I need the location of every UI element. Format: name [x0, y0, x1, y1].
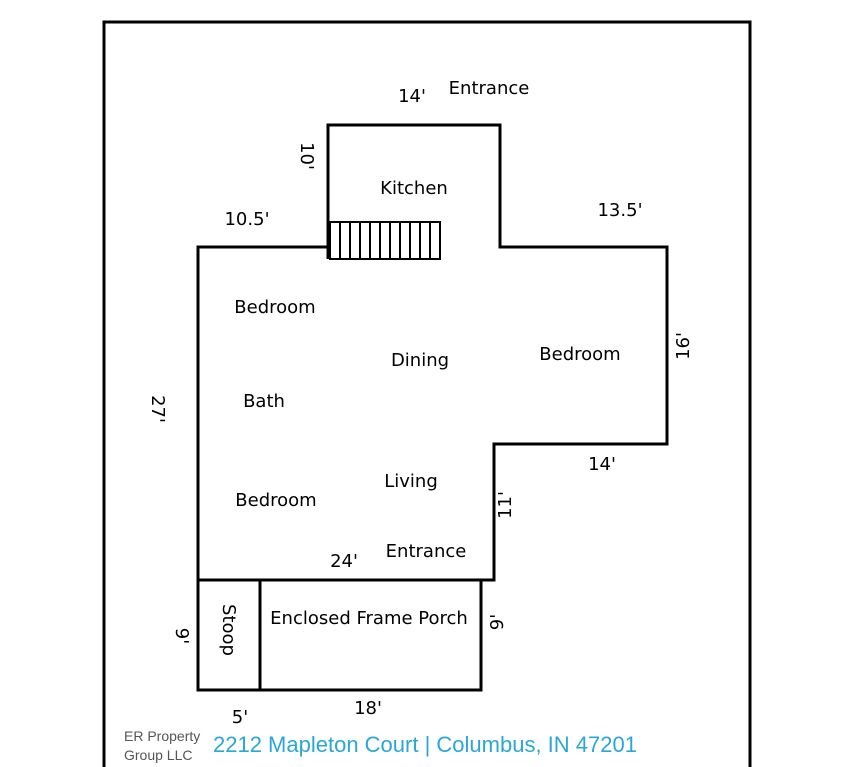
porch-outline [198, 580, 481, 690]
room-stoop: Stoop [218, 604, 239, 656]
room-bedroom-right: Bedroom [539, 344, 621, 365]
dim-kitchen-depth: 10' [296, 142, 317, 170]
label-entrance-front: Entrance [385, 541, 467, 562]
room-bath: Bath [243, 391, 285, 412]
room-living: Living [384, 471, 438, 492]
dim-right-upper-width: 13.5' [597, 200, 643, 221]
dim-main-depth: 27' [147, 395, 168, 423]
dim-stoop-width: 5' [231, 707, 249, 728]
company-name [124, 727, 200, 765]
label-entrance-rear: Entrance [448, 78, 530, 99]
room-dining: Dining [390, 350, 450, 371]
room-kitchen: Kitchen [380, 178, 448, 199]
dim-front-width: 24' [330, 551, 358, 572]
dim-right-lower-width: 14' [588, 454, 616, 475]
dim-right-wing-depth: 16' [673, 332, 694, 360]
room-bedroom-upper-left: Bedroom [234, 297, 316, 318]
dim-left-upper-width: 10.5' [224, 209, 270, 230]
property-address: 2212 Mapleton Court | Columbus, IN 47201 [213, 732, 637, 757]
company-line-1: ER Property [124, 728, 201, 744]
dim-porch-depth-left: 9' [171, 627, 192, 645]
stairs-icon [330, 222, 440, 259]
page-frame [104, 22, 750, 767]
room-enclosed-porch: Enclosed Frame Porch [270, 608, 468, 629]
dim-porch-depth-right: 9' [487, 613, 508, 631]
dim-living-offset-depth: 11' [495, 491, 516, 519]
company-line-2: Group LLC [124, 747, 193, 763]
dim-porch-width: 18' [354, 698, 382, 719]
room-bedroom-lower-left: Bedroom [235, 490, 317, 511]
dim-kitchen-width: 14' [398, 86, 426, 107]
